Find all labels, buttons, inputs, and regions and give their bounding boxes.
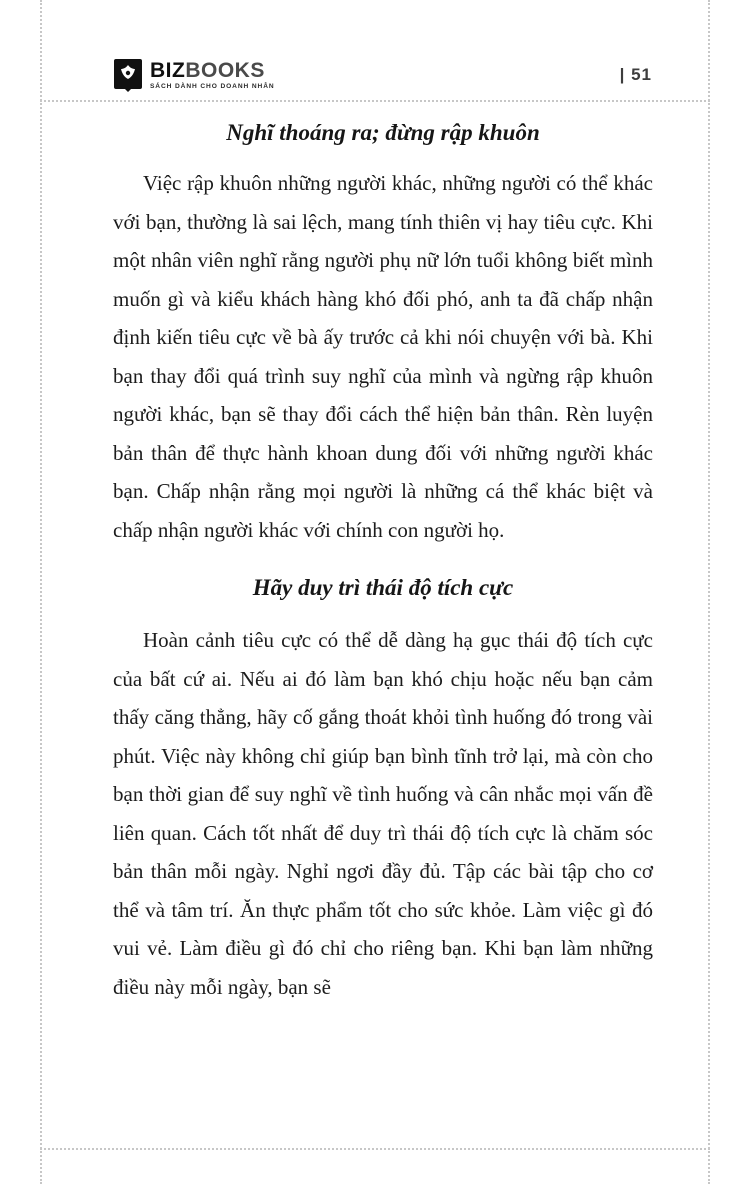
left-dotted-border <box>40 0 42 1184</box>
bizbooks-logo <box>113 57 275 93</box>
body-paragraph-2: Hoàn cảnh tiêu cực có thể dễ dàng hạ gục thái độ tích cực của bất cứ ai. Nếu ai đó làm bạn khó chịu hoặc nếu bạn cảm thấy căng thẳng, hãy cố gắng thoát khỏi tình huống đó trong vài phút. Việc này không chỉ giúp bạn bình tĩnh trở lại, mà còn cho bạn thời gian để suy nghĩ về tình huống và cân nhắc mọi vấn đề liên quan. Cách tốt nhất để duy trì thái độ tích cực là chăm sóc bản thân mỗi ngày. Nghỉ ngơi đầy đủ. Tập các bài tập cho cơ thể và tâm trí. Ăn thực phẩm tốt cho sức khỏe. Làm việc gì đó vui vẻ. Làm điều gì đó chỉ cho riêng bạn. Khi bạn làm những điều này mỗi ngày, bạn sẽ <box>113 628 653 999</box>
section-heading-2: Hãy duy trì thái độ tích cực <box>252 575 514 600</box>
brand-books: BOOKS <box>185 59 265 82</box>
right-dotted-border <box>708 0 710 1184</box>
page-content <box>113 100 653 1006</box>
section-heading-1: Nghĩ thoáng ra; đừng rập khuôn <box>226 120 540 145</box>
brand-tagline: SÁCH DÀNH CHO DOANH NHÂN <box>150 83 275 90</box>
footer-dotted-rule <box>40 1148 710 1150</box>
logo-text-block <box>150 60 275 90</box>
body-paragraph-1: Việc rập khuôn những người khác, những người có thể khác với bạn, thường là sai lệch, mang tính thiên vị hay tiêu cực. Khi một nhân viên nghĩ rằng người phụ nữ lớn tuổi không biết mình muốn gì và kiểu khách hàng khó đối phó, anh ta đã chấp nhận định kiến tiêu cực về bà ấy trước cả khi nói chuyện với bà. Khi bạn thay đổi quá trình suy nghĩ của mình và ngừng rập khuôn người khác, bạn sẽ thay đổi cách thể hiện bản thân. Rèn luyện bản thân để thực hành khoan dung đối với những người khác bạn. Chấp nhận rằng mọi người là những cá thể khác biệt và chấp nhận người khác với chính con người họ. <box>113 171 653 542</box>
brand-biz: BIZ <box>150 59 186 82</box>
brand-name <box>150 60 275 81</box>
page-header <box>113 52 652 98</box>
bizbooks-logo-icon <box>113 57 143 93</box>
page-number: | 51 <box>619 65 652 84</box>
